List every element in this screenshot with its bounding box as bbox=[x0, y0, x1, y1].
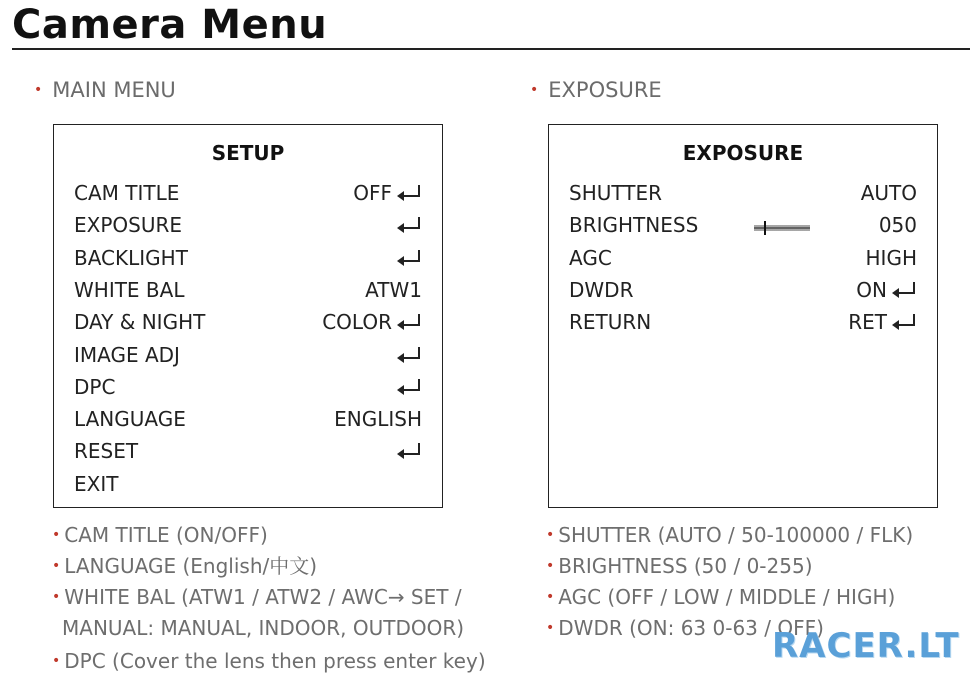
menu-item-label: EXPOSURE bbox=[74, 213, 183, 238]
page-title: Camera Menu bbox=[12, 2, 328, 48]
menu-item-value bbox=[856, 278, 917, 302]
note-text: WHITE BAL (ATW1 / ATW2 / AWC→ SET / bbox=[64, 585, 462, 609]
menu-item-value bbox=[322, 310, 422, 334]
menu-item-value-text: COLOR bbox=[322, 310, 392, 335]
note-item bbox=[546, 582, 913, 613]
setup-menu-panel bbox=[53, 124, 443, 508]
menu-item-value bbox=[392, 215, 422, 235]
exposure-menu-panel bbox=[548, 124, 938, 508]
menu-item-exit[interactable] bbox=[74, 469, 422, 499]
enter-arrow-icon bbox=[396, 248, 422, 268]
bullet-icon: • bbox=[52, 527, 61, 543]
bullet-icon: • bbox=[546, 527, 555, 543]
menu-item-backlight[interactable] bbox=[74, 243, 422, 273]
menu-item-value-text: OFF bbox=[353, 181, 392, 205]
main-menu-notes bbox=[52, 520, 486, 677]
note-text: AGC (OFF / LOW / MIDDLE / HIGH) bbox=[558, 585, 896, 609]
main-menu-heading bbox=[34, 78, 176, 102]
bullet-icon: • bbox=[52, 558, 61, 574]
menu-item-label: EXIT bbox=[74, 471, 119, 496]
menu-item-day-night[interactable] bbox=[74, 307, 422, 337]
main-menu-heading-text: MAIN MENU bbox=[52, 78, 176, 102]
note-text: LANGUAGE (English/中文) bbox=[64, 554, 318, 578]
menu-item-label: DWDR bbox=[569, 277, 634, 302]
menu-item-value bbox=[392, 441, 422, 461]
menu-item-white-bal[interactable] bbox=[74, 275, 422, 305]
menu-item-label: DPC bbox=[74, 374, 116, 399]
menu-item-label: WHITE BAL bbox=[74, 277, 185, 302]
enter-arrow-icon bbox=[891, 280, 917, 300]
enter-arrow-icon bbox=[891, 312, 917, 332]
enter-arrow-icon bbox=[396, 312, 422, 332]
exposure-heading-text: EXPOSURE bbox=[548, 78, 662, 102]
enter-arrow-icon bbox=[396, 377, 422, 397]
menu-item-return[interactable] bbox=[569, 307, 917, 337]
menu-item-value bbox=[392, 248, 422, 268]
menu-item-shutter[interactable] bbox=[569, 178, 917, 208]
menu-item-language[interactable] bbox=[74, 404, 422, 434]
menu-item-exposure[interactable] bbox=[74, 210, 422, 240]
note-text: SHUTTER (AUTO / 50-100000 / FLK) bbox=[558, 523, 914, 547]
menu-item-image-adj[interactable] bbox=[74, 340, 422, 370]
menu-item-value bbox=[392, 345, 422, 365]
note-text: DPC (Cover the lens then press enter key) bbox=[64, 649, 486, 673]
bullet-icon: • bbox=[34, 82, 43, 98]
menu-item-value-text: RET bbox=[848, 310, 887, 335]
menu-item-brightness[interactable] bbox=[569, 210, 917, 240]
bullet-icon: • bbox=[530, 82, 539, 98]
menu-item-value-text: 050 bbox=[878, 213, 917, 238]
note-item bbox=[52, 551, 486, 582]
menu-item-value-text: ON bbox=[856, 277, 887, 302]
enter-arrow-icon bbox=[396, 183, 422, 203]
menu-item-value-text: ATW1 bbox=[365, 277, 422, 302]
note-text: MANUAL: MANUAL, INDOOR, OUTDOOR) bbox=[62, 616, 465, 640]
enter-arrow-icon bbox=[396, 441, 422, 461]
exposure-heading bbox=[530, 78, 662, 102]
menu-item-value bbox=[353, 181, 422, 205]
watermark: RACER.LT bbox=[772, 626, 960, 666]
menu-item-label: BACKLIGHT bbox=[74, 245, 188, 270]
menu-item-label: SHUTTER bbox=[569, 181, 662, 205]
menu-item-dpc[interactable] bbox=[74, 372, 422, 402]
menu-item-value bbox=[365, 278, 422, 302]
bullet-icon: • bbox=[52, 589, 61, 605]
note-text: CAM TITLE (ON/OFF) bbox=[64, 523, 268, 547]
note-item-continuation bbox=[52, 613, 486, 644]
bullet-icon: • bbox=[546, 558, 555, 574]
note-item bbox=[52, 646, 486, 677]
menu-item-value bbox=[879, 213, 917, 237]
menu-item-value bbox=[866, 246, 917, 270]
note-text: BRIGHTNESS (50 / 0-255) bbox=[558, 554, 813, 578]
exposure-panel-title: EXPOSURE bbox=[682, 141, 804, 165]
menu-item-label: RESET bbox=[74, 439, 139, 464]
menu-item-value bbox=[334, 407, 422, 431]
menu-item-value bbox=[848, 310, 917, 334]
menu-item-cam-title[interactable] bbox=[74, 178, 422, 208]
menu-item-value-text: AUTO bbox=[860, 181, 917, 205]
note-item bbox=[52, 582, 486, 613]
menu-item-reset[interactable] bbox=[74, 436, 422, 466]
menu-item-label: IMAGE ADJ bbox=[74, 342, 180, 367]
enter-arrow-icon bbox=[396, 345, 422, 365]
brightness-slider[interactable] bbox=[754, 217, 810, 233]
enter-arrow-icon bbox=[396, 215, 422, 235]
menu-item-label: RETURN bbox=[569, 310, 652, 335]
menu-item-label: LANGUAGE bbox=[74, 407, 186, 432]
note-item bbox=[546, 520, 913, 551]
menu-item-value bbox=[861, 181, 917, 205]
menu-item-label: BRIGHTNESS bbox=[569, 213, 699, 238]
menu-item-label: CAM TITLE bbox=[74, 181, 180, 205]
menu-item-value-text: ENGLISH bbox=[334, 407, 422, 432]
bullet-icon: • bbox=[546, 620, 555, 636]
setup-panel-title: SETUP bbox=[211, 141, 285, 165]
menu-item-value bbox=[392, 377, 422, 397]
menu-item-value-text: HIGH bbox=[865, 245, 917, 270]
menu-item-label: AGC bbox=[569, 245, 612, 270]
note-item bbox=[52, 520, 486, 551]
bullet-icon: • bbox=[546, 589, 555, 605]
note-item bbox=[546, 551, 913, 582]
note-text: DWDR (ON: 63 0-63 / OFF) bbox=[558, 616, 824, 640]
bullet-icon: • bbox=[52, 653, 61, 669]
menu-item-dwdr[interactable] bbox=[569, 275, 917, 305]
menu-item-label: DAY & NIGHT bbox=[74, 310, 206, 335]
menu-item-agc[interactable] bbox=[569, 243, 917, 273]
title-divider bbox=[12, 48, 970, 50]
